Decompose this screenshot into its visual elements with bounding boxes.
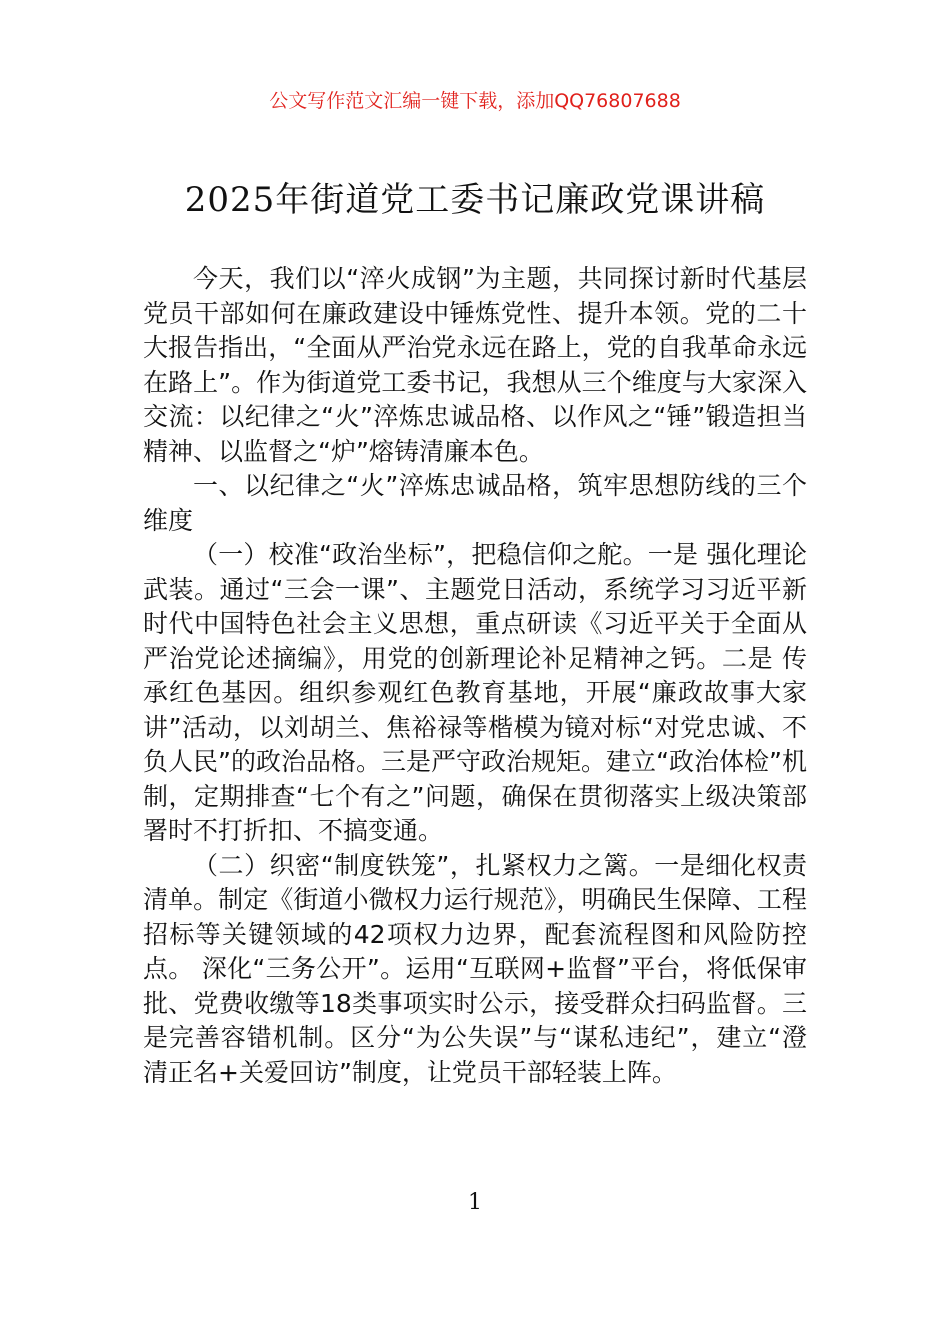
watermark-text: 公文写作范文汇编一键下载，添加QQ76807688: [269, 90, 681, 112]
section-heading-1: 一、以纪律之“火”淬炼忠诚品格，筑牢思想防线的三个维度: [143, 471, 807, 535]
page-number: 1: [468, 1190, 482, 1215]
paragraph-subsection-2: （二）织密“制度铁笼”，扎紧权力之篱。一是细化权责清单。制定《街道小微权力运行规范》，明确民生保障、工程招标等关键领域的42项权力边界，配套流程图和风险防控点。 深化“三务公开”。运用“互联网+监督”平台，将低保审批、党费收缴等18类事项实时公示，接受群众扫码监督。三是完善容错机制。区分“为公失误”与“谋私违纪”，建立“澄清正名+关爱回访”制度，让党员干部轻装上阵。: [143, 850, 807, 1087]
paragraph-subsection-1: （一）校准“政治坐标”，把稳信仰之舵。一是 强化理论武装。通过“三会一课”、主题党日活动，系统学习习近平新时代中国特色社会主义思想，重点研读《习近平关于全面从严治党论述摘编》，用党的创新理论补足精神之钙。二是 传承红色基因。组织参观红色教育基地，开展“廉政故事大家讲”活动，以刘胡兰、焦裕禄等楷模为镜对标“对党忠诚、不负人民”的政治品格。三是严守政治规矩。建立“政治体检”机制，定期排查“七个有之”问题，确保在贯彻落实上级决策部署时不打折扣、不搞变通。: [143, 540, 807, 845]
document-title: 2025年街道党工委书记廉政党课讲稿: [184, 180, 766, 220]
document-body: [143, 262, 807, 1090]
paragraph-intro: 今天，我们以“淬火成钢”为主题，共同探讨新时代基层党员干部如何在廉政建设中锤炼党性、提升本领。党的二十大报告指出，“全面从严治党永远在路上，党的自我革命永远在路上”。作为街道党工委书记，我想从三个维度与大家深入交流：以纪律之“火”淬炼忠诚品格、以作风之“锤”锻造担当精神、以监督之“炉”熔铸清廉本色。: [143, 264, 807, 466]
